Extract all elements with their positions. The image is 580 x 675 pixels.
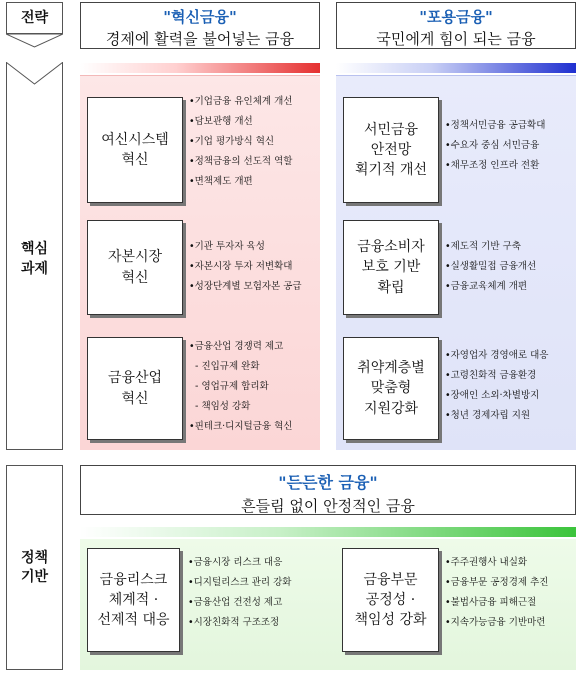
list-item: • 기관 투자자 육성 bbox=[189, 241, 265, 253]
core-label: 핵심 과제 bbox=[20, 241, 49, 277]
list-item: • 자영업자 경영애로 대응 bbox=[445, 350, 549, 362]
list-item: • 성장단계별 모험자본 공급 bbox=[189, 281, 302, 293]
list-item: • 제도적 기반 구축 bbox=[445, 241, 521, 253]
innovation-color-bar bbox=[80, 63, 320, 73]
inclusion-color-bar bbox=[336, 63, 576, 73]
innovation-subtitle: 경제에 활력을 불어넣는 금융 bbox=[105, 30, 295, 48]
list-item: • 불법사금융 피해근절 bbox=[445, 597, 537, 609]
foundation-title: "든든한 금융" bbox=[278, 473, 378, 492]
strategy-label: 전략 bbox=[6, 2, 63, 34]
list-item: • 정책서민금융 공급확대 bbox=[445, 120, 546, 132]
financial-industry-items bbox=[189, 337, 320, 437]
list-item: • 장애인 소외·차별방지 bbox=[445, 390, 540, 402]
list-item: • 실생활밀접 금융개선 bbox=[445, 261, 537, 273]
foundation-color-bar bbox=[80, 527, 576, 537]
task-consumer-protection: 금융소비자 보호 기반 확립 bbox=[343, 220, 439, 315]
list-item: • 자본시장 투자 저변확대 bbox=[189, 261, 293, 273]
list-item: • 기업 평가방식 혁신 bbox=[189, 136, 275, 148]
list-item: • 디지털리스크 관리 강화 bbox=[188, 577, 292, 589]
foundation-header bbox=[80, 465, 576, 515]
consumer-protection-items bbox=[445, 237, 576, 297]
task-low-income-safety-net: 서민금융 안전망 획기적 개선 bbox=[343, 97, 439, 203]
inclusion-strategy-header bbox=[336, 2, 576, 49]
list-item: • 금융산업 건전성 제고 bbox=[188, 597, 283, 609]
risk-management-items bbox=[188, 553, 328, 633]
task-financial-industry: 금융산업 혁신 bbox=[87, 337, 183, 440]
foundation-label: 정책 기반 bbox=[6, 465, 63, 670]
list-item: • 핀테크·디지털금융 혁신 bbox=[189, 421, 293, 433]
capital-market-items bbox=[189, 237, 320, 297]
inclusion-title: "포용금융" bbox=[419, 8, 493, 26]
list-item: - 책임성 강화 bbox=[195, 401, 251, 413]
list-item: • 금융시장 리스크 대응 bbox=[188, 557, 283, 569]
list-item: • 청년 경제자립 지원 bbox=[445, 410, 531, 422]
list-item: • 면책제도 개편 bbox=[189, 176, 253, 188]
list-item: - 영업규제 합리화 bbox=[195, 381, 269, 393]
task-fairness-responsibility: 금융부문 공정성 · 책임성 강화 bbox=[342, 548, 439, 652]
list-item: • 담보관행 개선 bbox=[189, 116, 253, 128]
list-item: • 시장친화적 구조조정 bbox=[188, 617, 280, 629]
list-item: • 금융산업 경쟁력 제고 bbox=[189, 341, 284, 353]
list-item: • 수요자 중심 서민금융 bbox=[445, 140, 540, 152]
low-income-items bbox=[445, 116, 576, 176]
credit-system-items bbox=[189, 92, 320, 192]
list-item: • 금융교육체계 개편 bbox=[445, 281, 528, 293]
list-item: - 진입규제 완화 bbox=[195, 361, 260, 373]
list-item: • 고령친화적 금융환경 bbox=[445, 370, 537, 382]
list-item: • 정책금융의 선도적 역할 bbox=[189, 156, 293, 168]
foundation-subtitle: 흔들림 없이 안정적인 금융 bbox=[241, 497, 415, 515]
list-item: • 기업금융 유인체계 개선 bbox=[189, 96, 293, 108]
task-capital-market: 자본시장 혁신 bbox=[87, 220, 183, 315]
strategy-arrow bbox=[6, 34, 63, 48]
task-credit-system: 여신시스템 혁신 bbox=[87, 97, 183, 203]
fairness-items bbox=[445, 553, 576, 633]
innovation-strategy-header bbox=[80, 2, 320, 49]
innovation-title: "혁신금융" bbox=[163, 8, 237, 26]
task-vulnerable-support: 취약계층별 맞춤형 지원강화 bbox=[343, 337, 439, 440]
list-item: • 주주권행사 내실화 bbox=[445, 557, 528, 569]
list-item: • 지속가능금융 기반마련 bbox=[445, 617, 546, 629]
inclusion-subtitle: 국민에게 힘이 되는 금융 bbox=[376, 30, 536, 48]
vulnerable-support-items bbox=[445, 346, 576, 426]
task-risk-management: 금융리스크 체계적 · 선제적 대응 bbox=[87, 548, 180, 652]
list-item: • 채무조정 인프라 전환 bbox=[445, 160, 540, 172]
list-item: • 금융부문 공정경제 추진 bbox=[445, 577, 549, 589]
